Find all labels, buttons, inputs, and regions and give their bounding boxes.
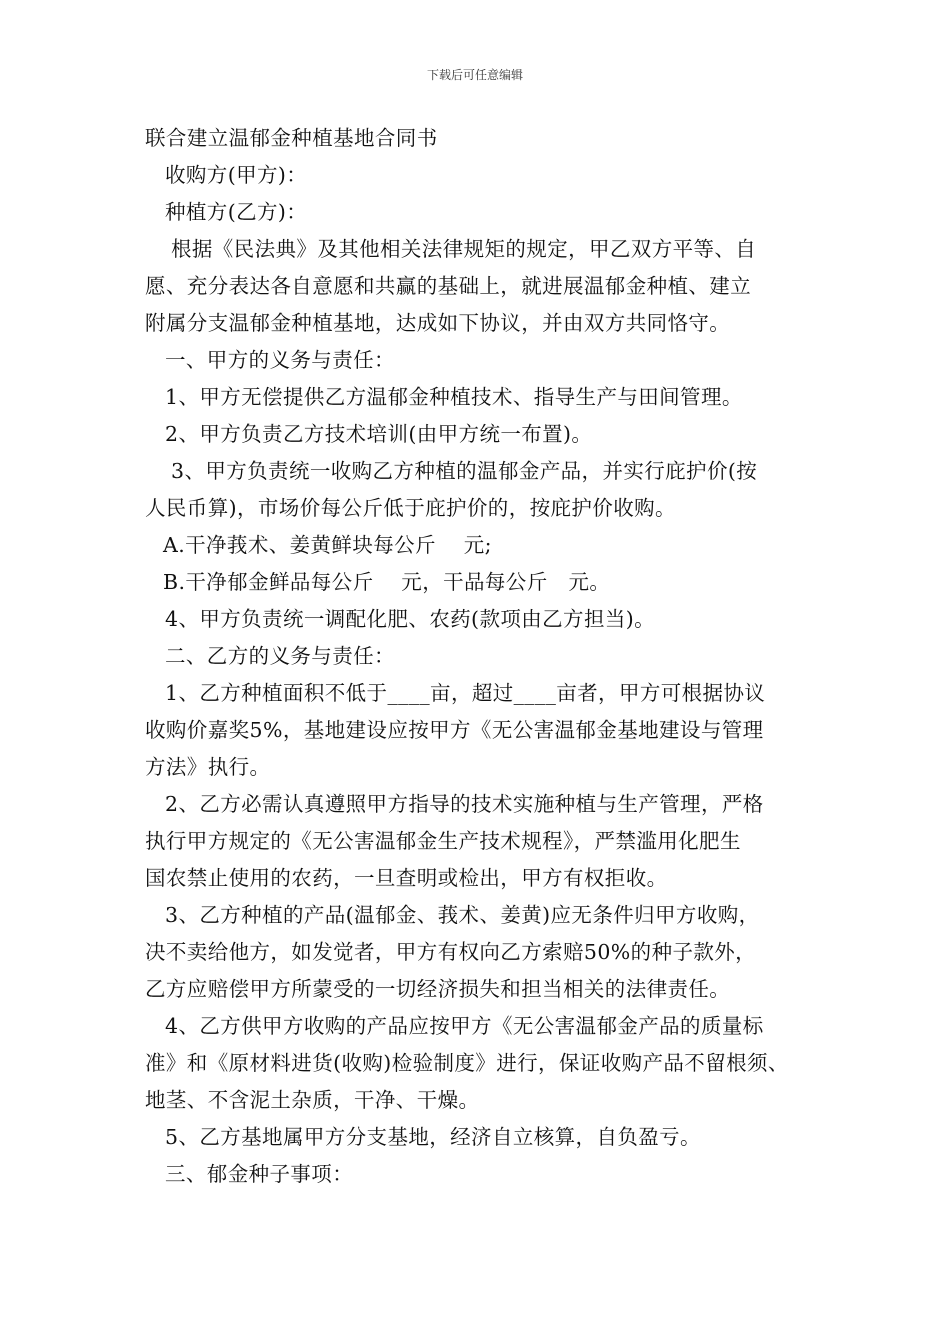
contract-title: 联合建立温郁金种植基地合同书 (145, 126, 438, 150)
section-heading: 二、乙方的义务与责任： (165, 644, 395, 668)
section-heading: 三、郁金种子事项： (165, 1162, 354, 1186)
party-a-line: 收购方(甲方)： (165, 163, 308, 187)
clause-line: 国农禁止使用的农药，一旦查明或检出，甲方有权拒收。 (145, 866, 668, 890)
price-line: B.干净郁金鲜品每公斤 元，干品每公斤 元。 (163, 570, 611, 594)
preamble-line: 附属分支温郁金种植基地，达成如下协议，并由双方共同恪守。 (145, 311, 731, 335)
clause-line: 4、甲方负责统一调配化肥、农药(款项由乙方担当)。 (165, 607, 656, 631)
contract-body (145, 120, 825, 1193)
clause-line: 4、乙方供甲方收购的产品应按甲方《无公害温郁金产品的质量标 (165, 1014, 764, 1038)
price-line: A.干净莪术、姜黄鲜块每公斤 元; (163, 533, 492, 557)
section-heading: 一、甲方的义务与责任： (165, 348, 395, 372)
preamble-line: 根据《民法典》及其他相关法律规矩的规定，甲乙双方平等、自 (171, 237, 757, 261)
clause-line: 决不卖给他方，如发觉者，甲方有权向乙方索赔50%的种子款外， (145, 940, 757, 964)
clause-line: 2、甲方负责乙方技术培训(由甲方统一布置)。 (165, 422, 593, 446)
clause-line: 方法》执行。 (145, 755, 271, 779)
clause-line: 执行甲方规定的《无公害温郁金生产技术规程》，严禁滥用化肥生 (145, 829, 741, 853)
clause-line: 乙方应赔偿甲方所蒙受的一切经济损失和担当相关的法律责任。 (145, 977, 731, 1001)
clause-line: 3、甲方负责统一收购乙方种植的温郁金产品，并实行庇护价(按 (171, 459, 758, 483)
clause-line: 3、乙方种植的产品(温郁金、莪术、姜黄)应无条件归甲方收购， (165, 903, 760, 927)
clause-line: 1、乙方种植面积不低于____亩，超过____亩者，甲方可根据协议 (165, 681, 766, 705)
clause-line: 地茎、不含泥土杂质，干净、干燥。 (145, 1088, 480, 1112)
clause-line: 准》和《原材料进货(收购)检验制度》进行，保证收购产品不留根须、 (145, 1051, 789, 1075)
clause-line: 收购价嘉奖5%，基地建设应按甲方《无公害温郁金基地建设与管理 (145, 718, 764, 742)
preamble-line: 愿、充分表达各自意愿和共赢的基础上，就进展温郁金种植、建立 (145, 274, 752, 298)
clause-line: 5、乙方基地属甲方分支基地，经济自立核算，自负盈亏。 (165, 1125, 701, 1149)
page-header-note: 下载后可任意编辑 (426, 68, 523, 82)
party-b-line: 种植方(乙方)： (165, 200, 308, 224)
clause-line: 1、甲方无偿提供乙方温郁金种植技术、指导生产与田间管理。 (165, 385, 743, 409)
clause-line: 人民币算)，市场价每公斤低于庇护价的，按庇护价收购。 (145, 496, 676, 520)
clause-line: 2、乙方必需认真遵照甲方指导的技术实施种植与生产管理，严格 (165, 792, 764, 816)
